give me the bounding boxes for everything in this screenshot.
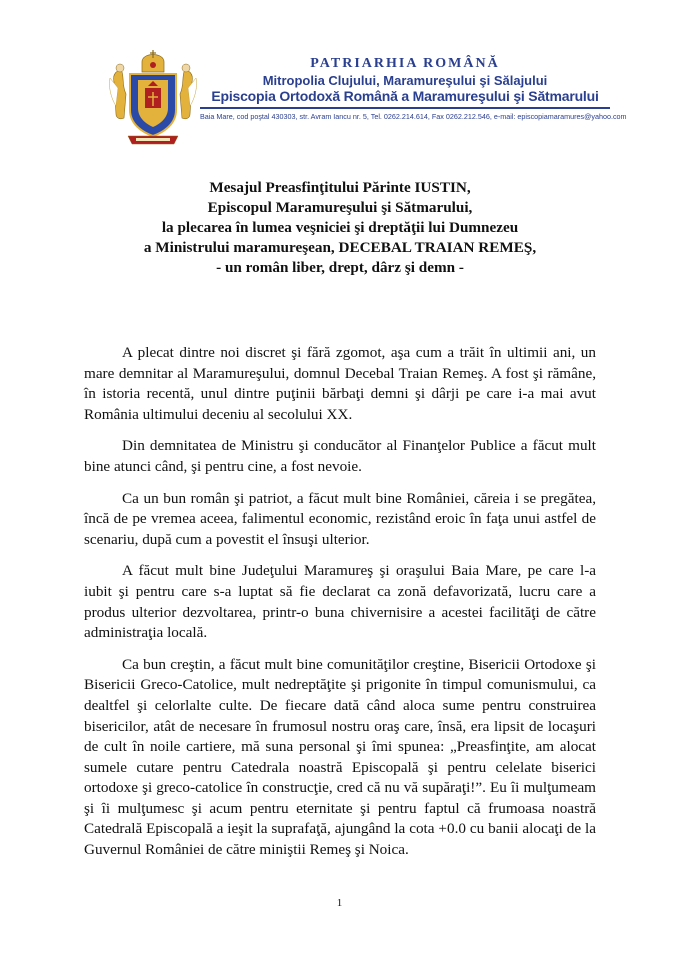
body-paragraph: A făcut mult bine Judeţului Maramureş şi oraşului Baia Mare, pe care l-a iubit şi pentru care s-a luptat să fie declarat ca zonă defavorizată, lucru care a produs ulterior dezvoltarea, printr-o buna chivernisire a acestei facilităţi de către administraţia locală. [84,562,596,642]
title-line: la plecarea în lumea veşniciei şi dreptăţii lui Dumnezeu [161,219,519,236]
patriarchate-name: PATRIARHIA ROMÂNĂ [310,56,500,71]
body-paragraph: Ca bun creştin, a făcut mult bine comunităţilor creştine, Bisericii Ortodoxe şi Bisericii Greco-Catolice, mult nedreptăţite şi prigonite în timpul comunismului, ca dealtfel şi celorlalte culte. De fiecare dată când aloca sume pentru construirea bisericilor, atât de necesare în frumosul nostru oraş care, însă, era lipsit de locaşuri de cult în noile cartiere, mă suna personal şi îmi spunea: „Preasfinţite, am alocat sumele cutare pentru Catedrala noastră Episcopală şi pentru celelate biserici ortodoxe şi greco-catolice în construcţie, cred că nu vă supăraţi!”. Eu îi mulţumeam şi îi mulţumesc şi acum pentru eternitate şi pentru faptul că frumoasa noastră Catedrală Episcopală a ieşit la suprafaţă, ajungând la cota +0.0 cu banii alocaţi de la Guvernul României de către miniştii Remeş şi Noica. [84,655,596,859]
title-line: Episcopul Maramureşului şi Sătmarului, [207,199,473,216]
title-line: a Ministrului maramureşean, DECEBAL TRAIAN REMEŞ, [143,239,537,256]
bishopric-name: Episcopia Ortodoxă Română a Maramureşului şi Sătmarului [211,88,599,104]
body-paragraph: Ca un bun român şi patriot, a făcut mult bine României, căreia i se pregătea, încă de pe vremea aceea, falimentul economic, rezistând eroic în faţa unui astfel de scenariu, după cum a povestit el însuşi ulterior. [84,489,596,548]
page-number: 1 [336,897,343,909]
letterhead-text [200,56,627,121]
title-subtitle: - un român liber, drept, dârz şi demn - [216,259,464,276]
letterhead [108,48,627,148]
title-line: Mesajul Preasfinţitului Părinte IUSTIN, [209,179,471,196]
metropolis-name: Mitropolia Clujului, Maramureşului şi Sălajului [262,73,548,88]
letterhead-divider [200,107,610,109]
episcopal-coat-of-arms-icon [108,48,198,148]
body-paragraph: Din demnitatea de Ministru şi conducător al Finanţelor Publice a făcut mult bine atunci când, şi pentru cine, a fost nevoie. [84,437,596,475]
document-body [84,343,596,872]
body-paragraph: A plecat dintre noi discret şi fără zgomot, aşa cum a trăit în ultimii ani, un mare demnitar al Maramureşului, domnul Decebal Traian Remeş. A fost şi rămâne, în istoria recentă, unul dintre puţinii bărbaţi demni şi dârji pe care i-a mai avut România ultimului deceniu al secolului XX. [84,344,596,423]
contact-address: Baia Mare, cod poştal 430303, str. Avram Iancu nr. 5, Tel. 0262.214.614, Fax 0262.212.546, e-mail: episcopiamaramures@yahoo.com [200,112,627,121]
document-title [80,178,600,278]
